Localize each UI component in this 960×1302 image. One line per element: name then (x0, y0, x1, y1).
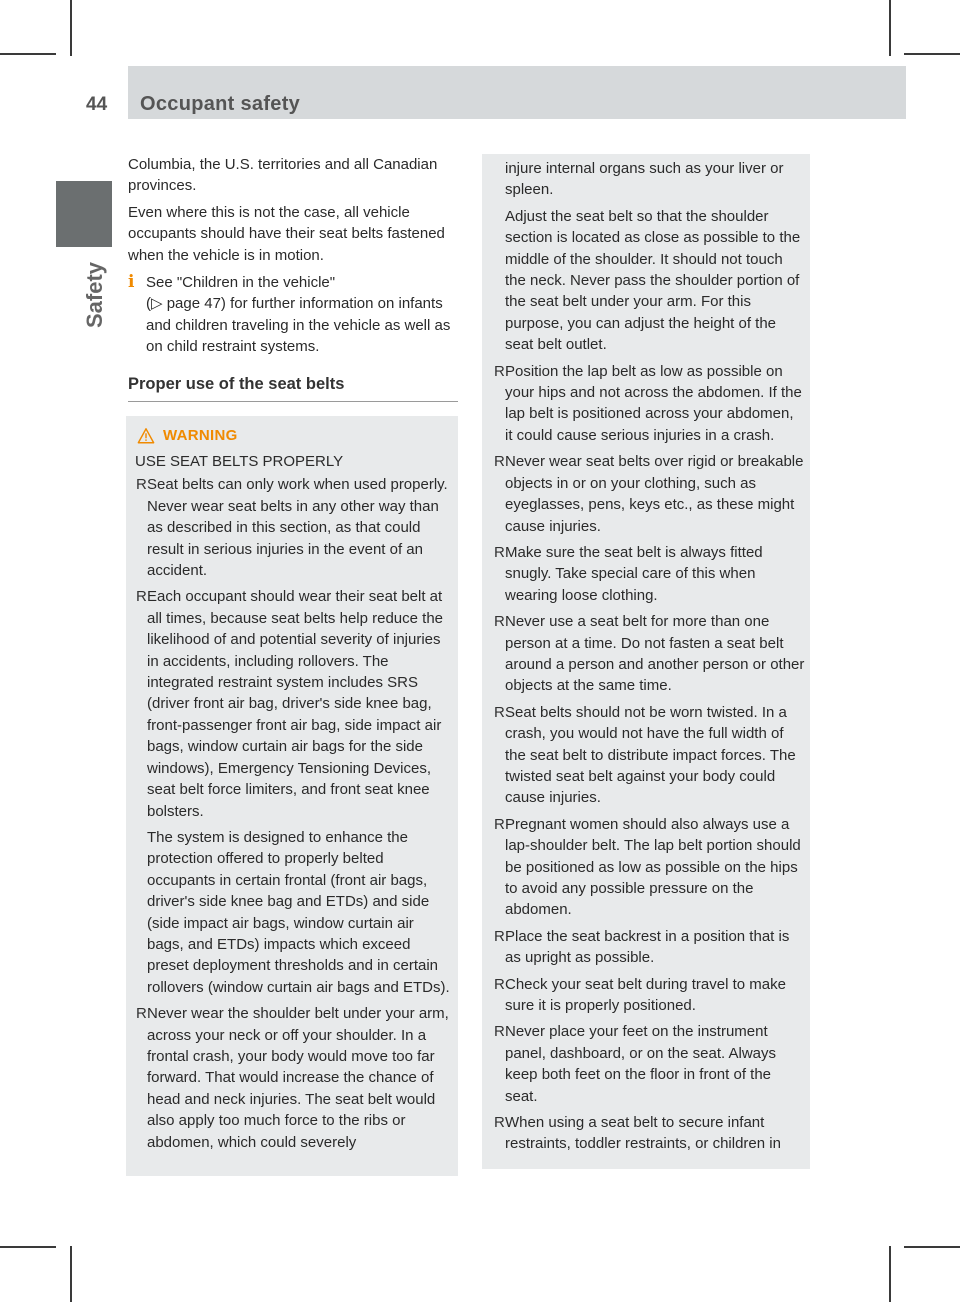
list-item-text: Each occupant should wear their seat belt at all times, because seat belts help reduce the likelihood of and potential severity of injuries in accidents, including rollovers. The integrated restraint system includes SRS (driver front air bag, driver's side knee bag, front-passenger front air bag, side impact air bags, window curtain air bags for the side windows), Emergency Tensioning Devices, seat belt force limiters, and front seat knee bolsters. (147, 588, 444, 820)
list-item-text: Seat belts can only work when used properly. Never wear seat belts in any other way than as described in this section, as that could result in serious injuries in the event of an accident. (147, 476, 448, 580)
list-item (493, 611, 805, 697)
warning-list (493, 361, 805, 1155)
crop-mark (0, 53, 56, 55)
list-item-text: Make sure the seat belt is always fitted snugly. Take special care of this when wearing loose clothing. (505, 543, 763, 604)
bullet-icon: R (494, 815, 505, 833)
list-item (493, 1112, 805, 1155)
bullet-icon: R (494, 543, 505, 561)
warning-box (126, 416, 458, 1176)
list-item-text: Never wear the shoulder belt under your arm, across your neck or off your shoulder. In a frontal crash, your body would move too far forward. That would increase the chance of head and neck injuries. The seat belt would also apply too much force to the ribs or abdomen, which could severely (147, 1005, 449, 1151)
bullet-icon: R (136, 588, 147, 606)
list-item-text: Pregnant women should also always use a lap-shoulder belt. The lap belt portion should be positioned as low as possible on the hips to avoid any possible pressure on the abdomen. (505, 815, 801, 919)
info-note (128, 272, 460, 358)
warning-label: WARNING (163, 427, 238, 445)
note-text: See "Children in the vehicle" (146, 274, 336, 292)
crop-mark (70, 1246, 72, 1302)
list-item-text: Seat belts should not be worn twisted. In a crash, you would not have the full width of the seat belt to distribute impact forces. The twisted seat belt against your body could cause injuries. (505, 703, 796, 807)
page-title: Occupant safety (140, 93, 301, 115)
bullet-icon: R (494, 1023, 505, 1041)
warning-triangle-icon (137, 427, 155, 445)
bullet-icon: R (494, 975, 505, 993)
note-text: for further information on infants and children traveling in the vehicle as well as on child restraint systems. (146, 295, 451, 356)
list-item-text: Position the lap belt as low as possible on your hips and not across the abdomen. If the lap belt is positioned across your abdomen, it could cause serious injuries in a crash. (505, 362, 802, 444)
info-icon: i (128, 272, 135, 293)
list-item (493, 974, 805, 1017)
list-item-text: Place the seat backrest in a position that is as upright as possible. (505, 927, 790, 967)
left-column (128, 154, 460, 402)
section-tab (56, 181, 112, 247)
header-divider (126, 56, 128, 119)
bullet-icon: R (494, 613, 505, 631)
list-item-text: Check your seat belt during travel to make sure it is properly positioned. (505, 975, 786, 1015)
list-item (493, 702, 805, 809)
bullet-icon: R (494, 927, 505, 945)
bullet-icon: R (494, 453, 505, 471)
page-number: 44 (86, 94, 108, 115)
list-item (493, 926, 805, 969)
crop-mark (0, 1246, 56, 1248)
crop-mark (889, 1246, 891, 1302)
list-item-text: The system is designed to enhance the protection offered to properly belted occupants in certain frontal (front air bags, driver's side knee bag and ETDs) and side (side impact air bags, window curtain air bags, and ETDs) impacts which exceed preset deployment thresholds and in certain rollovers (window curtain air bags and ETDs). (147, 828, 450, 996)
warning-continuation-box (482, 154, 810, 1169)
section-label: Safety (82, 261, 107, 328)
bullet-icon: R (494, 1114, 505, 1132)
list-item-text: Never wear seat belts over rigid or breakable objects in or on your clothing, such as eyeglasses, pens, keys etc., as these might cause injuries. (505, 453, 804, 535)
crop-mark (904, 1246, 960, 1248)
bullet-icon: R (136, 476, 147, 494)
warning-list (135, 474, 450, 1153)
bullet-icon: R (136, 1005, 147, 1023)
list-item (493, 1021, 805, 1107)
paragraph: injure internal organs such as your liver or spleen. (505, 160, 784, 199)
warning-subtitle: USE SEAT BELTS PROPERLY (135, 453, 344, 470)
bullet-icon: R (494, 362, 505, 380)
list-item (493, 361, 805, 447)
list-item-text: Never place your feet on the instrument panel, dashboard, or on the seat. Always keep both feet on the floor in front of the seat. (505, 1023, 777, 1105)
list-item (493, 451, 805, 537)
crop-mark (904, 53, 960, 55)
list-item-text: When using a seat belt to secure infant restraints, toddler restraints, or children in (505, 1114, 781, 1153)
list-item (135, 474, 450, 581)
paragraph: Columbia, the U.S. territories and all Canadian provinces. (128, 156, 438, 195)
page-reference-link[interactable]: (▷ page 47) (146, 295, 226, 313)
list-item (493, 814, 805, 921)
list-item-text: Never use a seat belt for more than one person at a time. Do not fasten a seat belt around a person and another person or other objects at the same time. (505, 613, 805, 695)
bullet-icon: R (494, 703, 505, 721)
list-item (135, 586, 450, 998)
section-heading: Proper use of the seat belts (128, 374, 458, 402)
warning-header (137, 425, 450, 447)
paragraph: Even where this is not the case, all vehicle occupants should have their seat belts fastened when the vehicle is in motion. (128, 203, 445, 264)
crop-mark (889, 0, 891, 56)
list-item (135, 1003, 450, 1153)
list-item (493, 542, 805, 606)
paragraph: Adjust the seat belt so that the shoulder section is located as close as possible to the middle of the shoulder. It should not touch the neck. Never pass the shoulder portion of the seat belt under your arm. For this purpose, you can adjust the height of the seat belt outlet. (505, 207, 801, 354)
crop-mark (70, 0, 72, 56)
